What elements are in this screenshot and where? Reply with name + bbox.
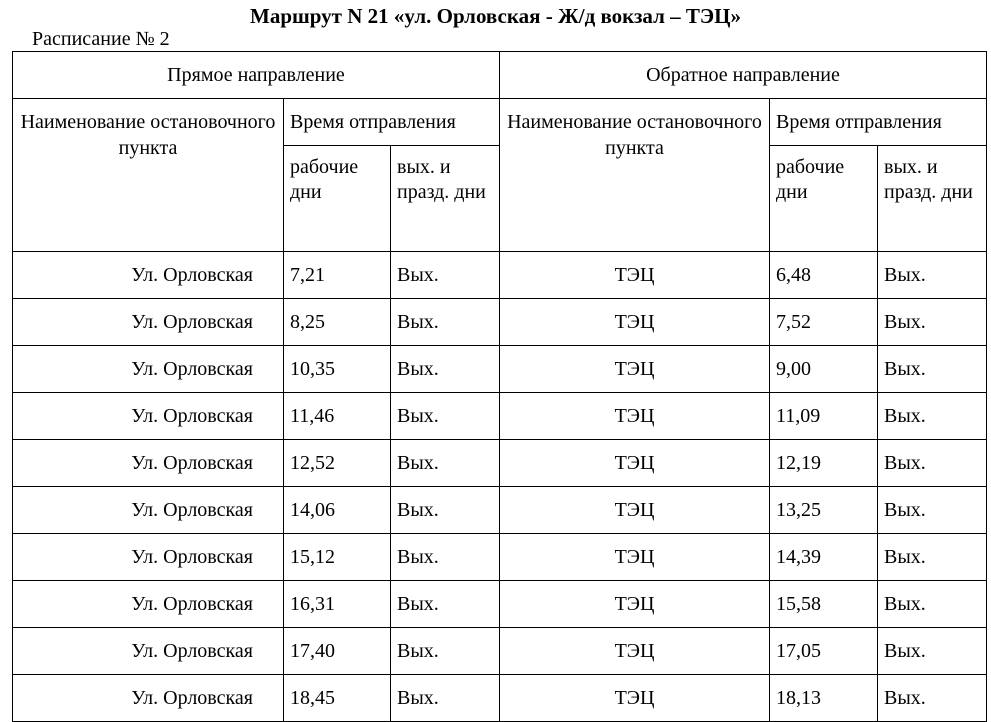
direct-departure-time-header: Время отправления	[284, 99, 500, 146]
direct-weekends-header: вых. и празд. дни	[391, 146, 500, 252]
column-header-row	[13, 99, 987, 146]
reverse-weekend-time-cell: Вых.	[878, 299, 987, 346]
direct-workday-time-cell: 17,40	[284, 628, 391, 675]
direction-header-row	[13, 52, 987, 99]
reverse-stop-cell: ТЭЦ	[500, 534, 770, 581]
direct-weekend-time-cell: Вых.	[391, 393, 500, 440]
reverse-weekend-time-cell: Вых.	[878, 628, 987, 675]
direct-stop-cell: Ул. Орловская	[13, 675, 284, 722]
direct-workday-time-cell: 10,35	[284, 346, 391, 393]
direct-stop-cell: Ул. Орловская	[13, 440, 284, 487]
reverse-direction-header: Обратное направление	[500, 52, 987, 99]
direct-workday-time-cell: 16,31	[284, 581, 391, 628]
reverse-departure-time-header: Время отправления	[770, 99, 987, 146]
reverse-weekend-time-cell: Вых.	[878, 675, 987, 722]
table-row	[13, 487, 987, 534]
direct-weekend-time-cell: Вых.	[391, 346, 500, 393]
reverse-stop-cell: ТЭЦ	[500, 675, 770, 722]
direct-weekend-time-cell: Вых.	[391, 487, 500, 534]
direct-workday-time-cell: 12,52	[284, 440, 391, 487]
direct-weekend-time-cell: Вых.	[391, 299, 500, 346]
reverse-stop-cell: ТЭЦ	[500, 581, 770, 628]
reverse-workdays-header: рабочие дни	[770, 146, 878, 252]
reverse-stop-cell: ТЭЦ	[500, 440, 770, 487]
direct-workday-time-cell: 15,12	[284, 534, 391, 581]
reverse-weekend-time-cell: Вых.	[878, 346, 987, 393]
reverse-workday-time-cell: 17,05	[770, 628, 878, 675]
direct-stop-name-header: Наименование остановочного пункта	[13, 99, 284, 252]
reverse-weekend-time-cell: Вых.	[878, 393, 987, 440]
reverse-stop-cell: ТЭЦ	[500, 487, 770, 534]
reverse-stop-cell: ТЭЦ	[500, 628, 770, 675]
reverse-workday-time-cell: 9,00	[770, 346, 878, 393]
direct-workday-time-cell: 18,45	[284, 675, 391, 722]
reverse-workday-time-cell: 6,48	[770, 252, 878, 299]
direct-stop-cell: Ул. Орловская	[13, 534, 284, 581]
table-row	[13, 393, 987, 440]
direct-weekend-time-cell: Вых.	[391, 581, 500, 628]
direct-stop-cell: Ул. Орловская	[13, 487, 284, 534]
reverse-workday-time-cell: 18,13	[770, 675, 878, 722]
direct-stop-cell: Ул. Орловская	[13, 299, 284, 346]
reverse-workday-time-cell: 7,52	[770, 299, 878, 346]
direct-weekend-time-cell: Вых.	[391, 252, 500, 299]
reverse-workday-time-cell: 13,25	[770, 487, 878, 534]
direct-weekend-time-cell: Вых.	[391, 534, 500, 581]
reverse-weekend-time-cell: Вых.	[878, 581, 987, 628]
reverse-workday-time-cell: 15,58	[770, 581, 878, 628]
direct-stop-cell: Ул. Орловская	[13, 346, 284, 393]
reverse-weekend-time-cell: Вых.	[878, 440, 987, 487]
direct-workday-time-cell: 11,46	[284, 393, 391, 440]
reverse-workday-time-cell: 11,09	[770, 393, 878, 440]
direct-workdays-header: рабочие дни	[284, 146, 391, 252]
reverse-weekend-time-cell: Вых.	[878, 534, 987, 581]
reverse-stop-cell: ТЭЦ	[500, 393, 770, 440]
direct-weekend-time-cell: Вых.	[391, 675, 500, 722]
table-row	[13, 440, 987, 487]
reverse-stop-cell: ТЭЦ	[500, 252, 770, 299]
direct-workday-time-cell: 7,21	[284, 252, 391, 299]
table-row	[13, 581, 987, 628]
direct-stop-cell: Ул. Орловская	[13, 252, 284, 299]
reverse-weekend-time-cell: Вых.	[878, 252, 987, 299]
reverse-weekend-time-cell: Вых.	[878, 487, 987, 534]
direct-workday-time-cell: 14,06	[284, 487, 391, 534]
table-row	[13, 252, 987, 299]
page-title: Маршрут N 21 «ул. Орловская - Ж/д вокзал – ТЭЦ»	[250, 4, 741, 28]
table-row	[13, 299, 987, 346]
table-row	[13, 628, 987, 675]
reverse-stop-cell: ТЭЦ	[500, 346, 770, 393]
table-row	[13, 675, 987, 722]
direct-weekend-time-cell: Вых.	[391, 628, 500, 675]
reverse-weekends-header: вых. и празд. дни	[878, 146, 987, 252]
reverse-workday-time-cell: 12,19	[770, 440, 878, 487]
reverse-workday-time-cell: 14,39	[770, 534, 878, 581]
direct-stop-cell: Ул. Орловская	[13, 628, 284, 675]
direct-stop-cell: Ул. Орловская	[13, 393, 284, 440]
table-row	[13, 346, 987, 393]
table-row	[13, 534, 987, 581]
reverse-stop-cell: ТЭЦ	[500, 299, 770, 346]
direct-direction-header: Прямое направление	[13, 52, 500, 99]
schedule-table	[12, 51, 987, 722]
reverse-stop-name-header: Наименование остановочного пункта	[500, 99, 770, 252]
schedule-number: Расписание № 2	[32, 28, 170, 50]
direct-workday-time-cell: 8,25	[284, 299, 391, 346]
direct-stop-cell: Ул. Орловская	[13, 581, 284, 628]
direct-weekend-time-cell: Вых.	[391, 440, 500, 487]
